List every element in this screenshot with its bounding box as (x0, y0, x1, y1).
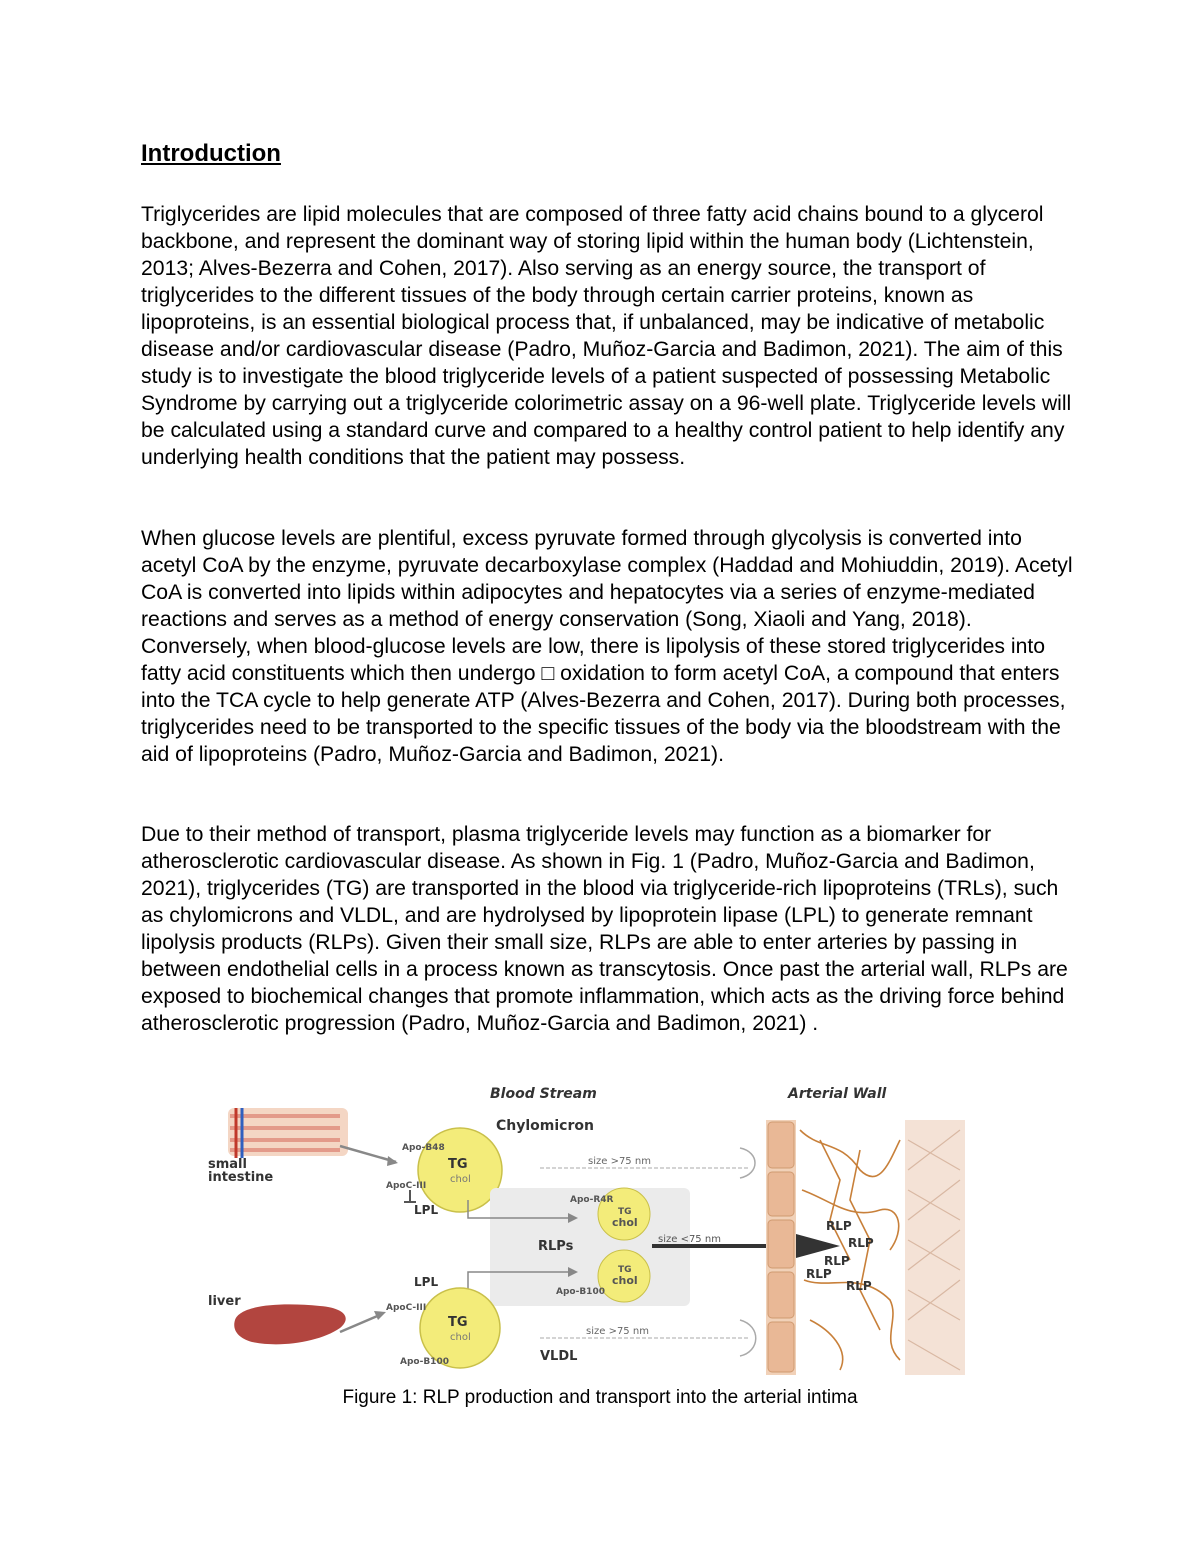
arterial-wall-label: Arterial Wall (788, 1086, 887, 1102)
rlp-top-chol-label: chol (612, 1216, 638, 1229)
chylomicron-chol-label: chol (450, 1174, 471, 1185)
rlp-bottom-tg-label: TG (618, 1265, 632, 1275)
rlp-wall-label-5: RLP (846, 1279, 872, 1293)
apoc-iii-top-label: ApoC-III (386, 1181, 427, 1191)
endothelial-cells (766, 1120, 796, 1375)
rlp-wall-label-3: RLP (824, 1254, 850, 1268)
apo-b100-small-label: Apo-B100 (556, 1287, 605, 1297)
liver-label: liver (208, 1294, 241, 1309)
apoc-iii-bottom-label: ApoC-III (386, 1303, 427, 1313)
section-heading: Introduction (141, 140, 281, 167)
lpl-bottom-label: LPL (414, 1275, 439, 1289)
rlp-wall-label-4: RLP (806, 1267, 832, 1281)
apo-b48-label: Apo-B48 (402, 1143, 445, 1153)
paragraph-3: Due to their method of transport, plasma triglyceride levels may function as a biomarker for atherosclerotic cardiovascular disease. As shown in Fig. 1 (Padro, Muñoz-Garcia and Badimon, 2021), triglycerides (TG) are transported in the blood via triglyceride-rich lipoproteins (TRLs), such as chylomicrons and VLDL, and are hydrolysed by lipoprotein lipase (LPL) to generate remnant lipolysis products (RLPs). Given their small size, RLPs are able to enter arteries by passing in between endothelial cells in a process known as transcytosis. Once past the arterial wall, RLPs are exposed to biochemical changes that promote inflammation, which acts as the driving force behind atherosclerotic progression (Padro, Muñoz-Garcia and Badimon, 2021) . (141, 823, 1068, 1035)
smooth-muscle-layer (905, 1120, 965, 1375)
rlp-transport-figure (200, 1080, 970, 1385)
apo-b48r-label: Apo-R4R (570, 1195, 614, 1205)
rlp-wall-label-2: RLP (848, 1236, 874, 1250)
vldl-label: VLDL (540, 1349, 578, 1364)
apo-b100-label: Apo-B100 (400, 1357, 449, 1367)
rlp-top-tg-label: TG (618, 1207, 632, 1217)
size-gt-top-label: size >75 nm (588, 1156, 651, 1167)
small-intestine-label-1: small (208, 1157, 247, 1172)
small-intestine-illustration (228, 1108, 348, 1158)
small-intestine-label-2: intestine (208, 1170, 274, 1185)
chylomicron-label: Chylomicron (496, 1118, 594, 1134)
rlp-wall-label-1: RLP (826, 1219, 852, 1233)
rlp-bottom-chol-label: chol (612, 1274, 638, 1287)
rlps-label: RLPs (538, 1239, 574, 1254)
vldl-chol-label: chol (450, 1332, 471, 1343)
paragraph-1: Triglycerides are lipid molecules that are composed of three fatty acid chains bound to a glycerol backbone, and represent the dominant way of storing lipid within the human body (Lichtenstein, 2013; Alves-Bezerra and Cohen, 2017). Also serving as an energy source, the transport of triglycerides to the different tissues of the body through certain carrier proteins, known as lipoproteins, is an essential biological process that, if unbalanced, may be indicative of metabolic disease and/or cardiovascular disease (Padro, Muñoz-Garcia and Badimon, 2021). The aim of this study is to investigate the blood triglyceride levels of a patient suspected of possessing Metabolic Syndrome by carrying out a triglyceride colorimetric assay on a 96-well plate. Triglyceride levels will be calculated using a standard curve and compared to a healthy control patient to help identify any underlying health conditions that the patient may possess. (141, 203, 1072, 469)
liver-illustration (234, 1304, 345, 1344)
figure-caption: Figure 1: RLP production and transport into the arterial intima (342, 1387, 858, 1408)
blood-stream-label: Blood Stream (490, 1086, 597, 1102)
vldl-tg-label: TG (448, 1315, 468, 1330)
lpl-top-label: LPL (414, 1203, 439, 1217)
chylomicron-tg-label: TG (448, 1157, 468, 1172)
paragraph-2: When glucose levels are plentiful, excess pyruvate formed through glycolysis is converted into acetyl CoA by the enzyme, pyruvate decarboxylase complex (Haddad and Mohiuddin, 2019). Acetyl CoA is converted into lipids within adipocytes and hepatocytes via a series of enzyme-mediated reactions and serves as a method of energy conservation (Song, Xiaoli and Yang, 2018). Conversely, when blood-glucose levels are low, there is lipolysis of these stored triglycerides into fatty acid constituents which then undergo □ oxidation to form acetyl CoA, a compound that enters into the TCA cycle to help generate ATP (Alves-Bezerra and Cohen, 2017). During both processes, triglycerides need to be transported to the specific tissues of the body via the bloodstream with the aid of lipoproteins (Padro, Muñoz-Garcia and Badimon, 2021). (141, 527, 1073, 766)
size-lt-label: size <75 nm (658, 1234, 721, 1245)
size-gt-bottom-label: size >75 nm (586, 1326, 649, 1337)
